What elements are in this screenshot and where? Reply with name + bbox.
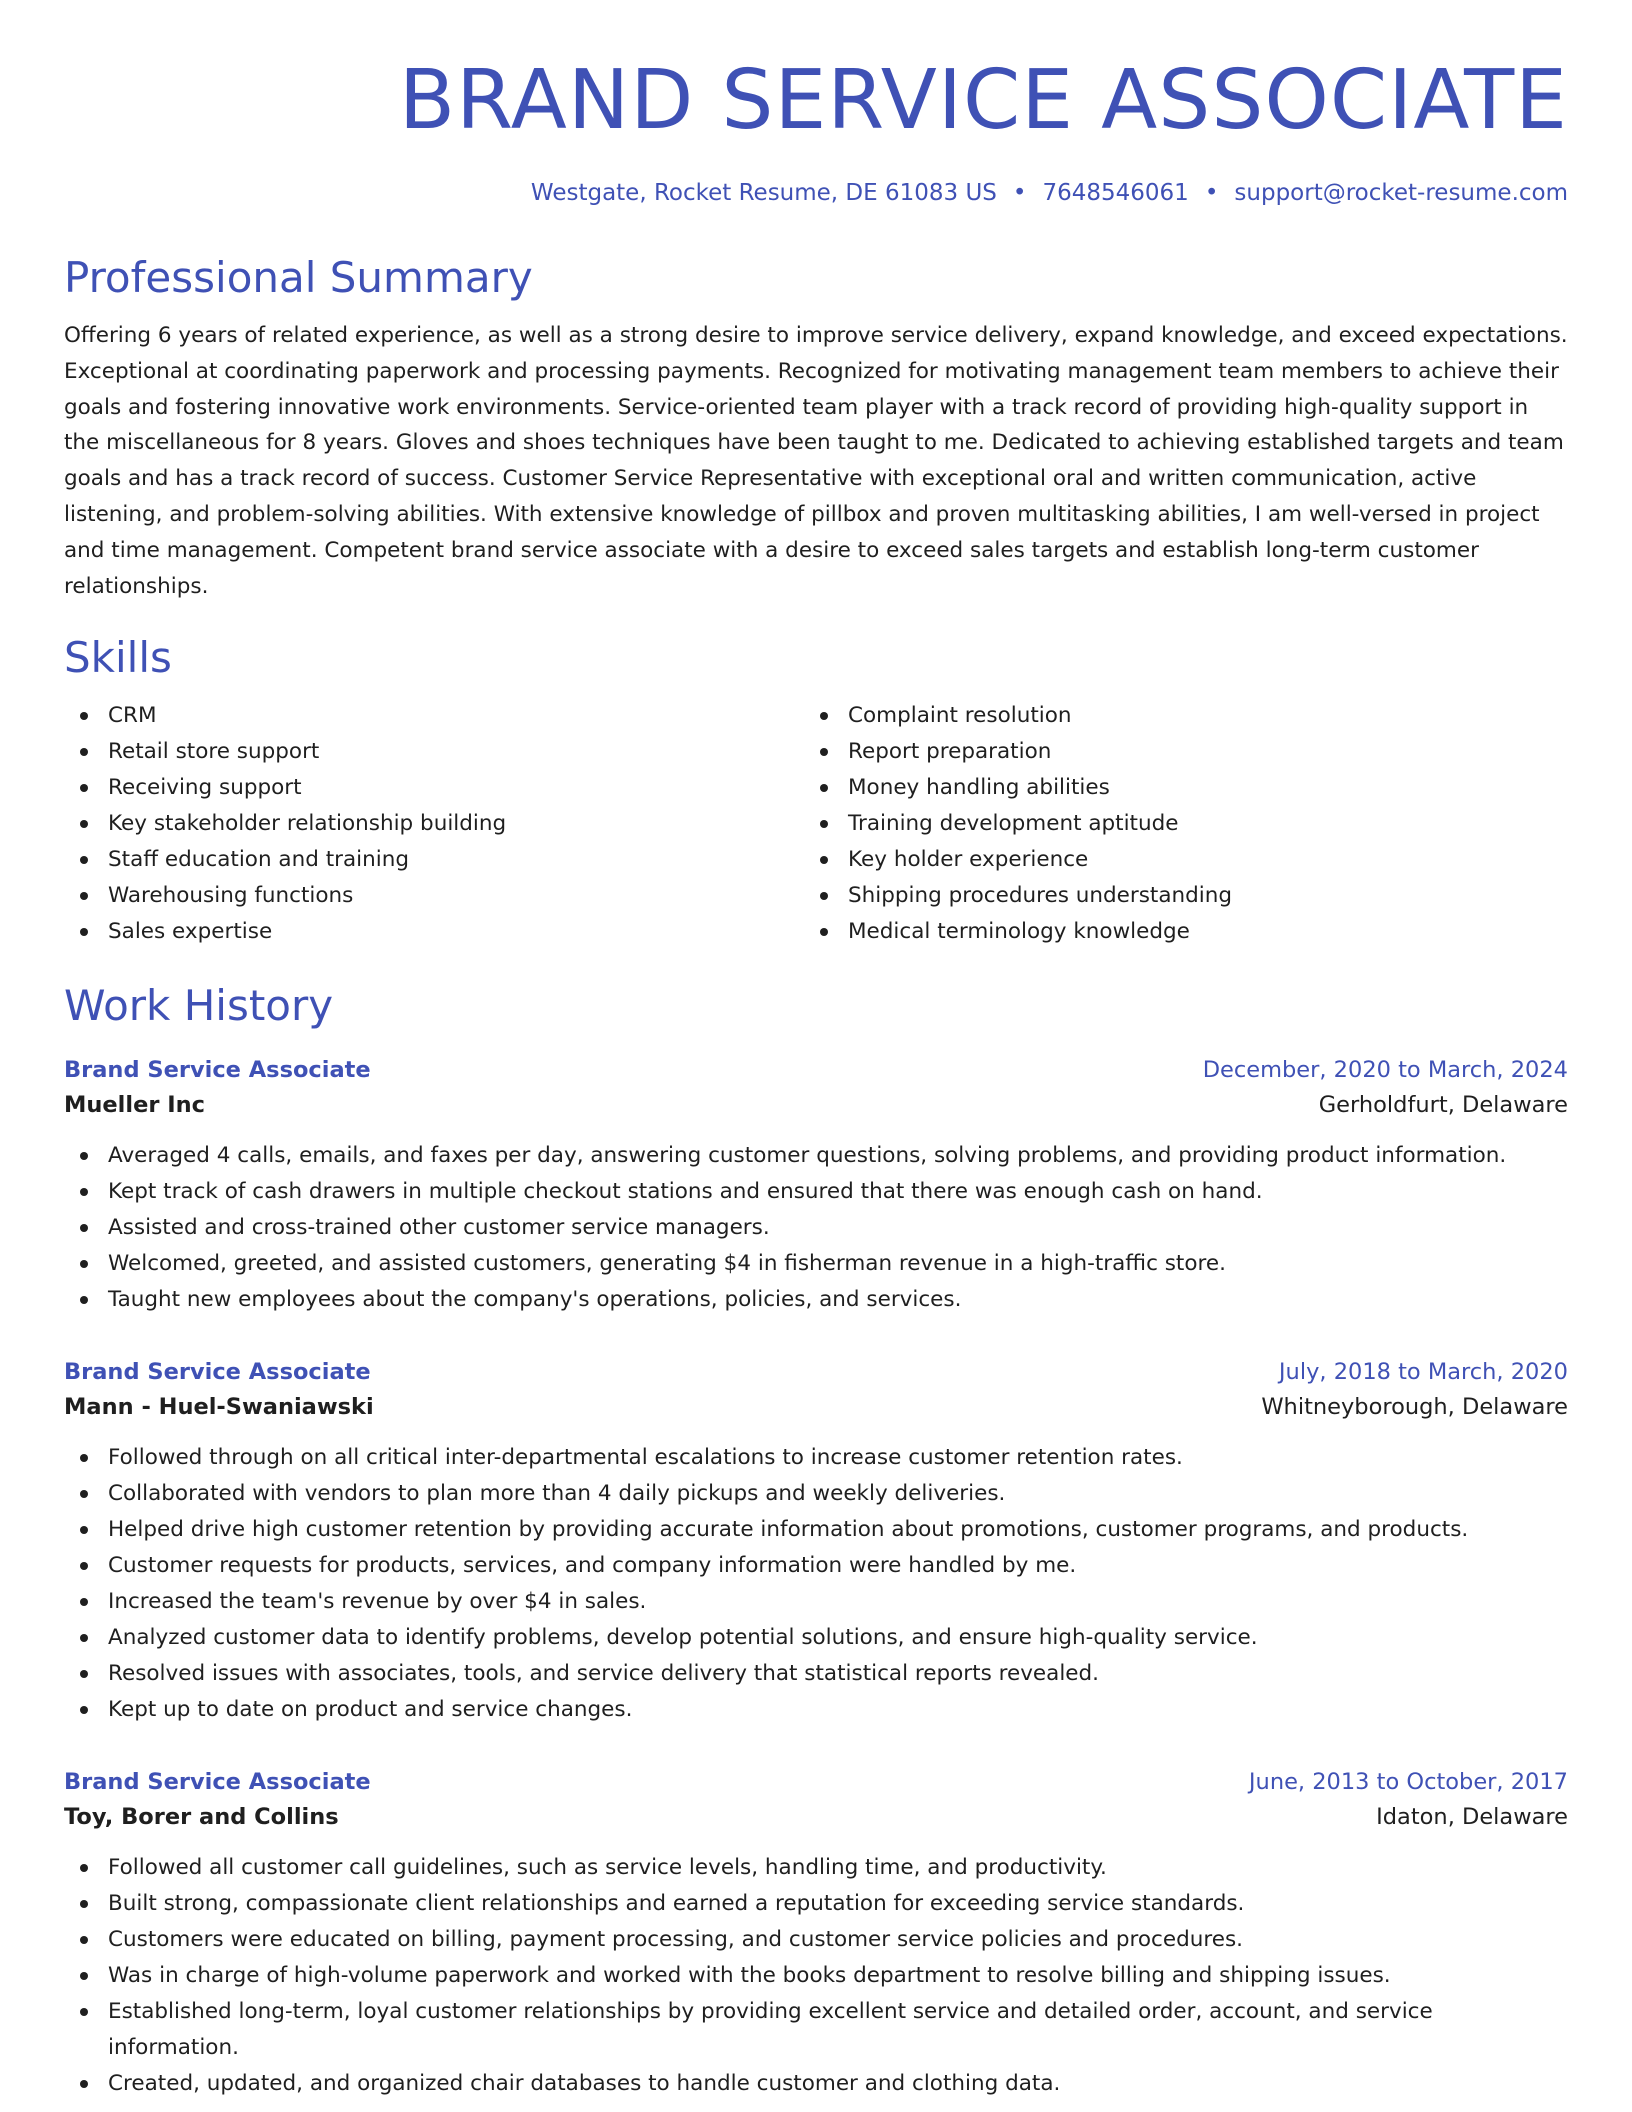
job-location: Gerholdfurt, Delaware bbox=[1318, 1092, 1568, 1119]
job-bullets bbox=[64, 1850, 1568, 2102]
skill-item: Staff education and training bbox=[64, 842, 804, 878]
job-bullet: Increased the team's revenue by over $4 in sales. bbox=[64, 1584, 1568, 1620]
phone: 7648546061 bbox=[1042, 180, 1189, 206]
section-title: Work History bbox=[64, 981, 334, 1031]
job-bullet: Followed through on all critical inter-departmental escalations to increase customer retention rates. bbox=[64, 1440, 1568, 1476]
job-dates: July, 2018 to March, 2020 bbox=[1278, 1359, 1568, 1386]
job-bullet: Helped drive high customer retention by providing accurate information about promotions, customer programs, and products. bbox=[64, 1512, 1568, 1548]
skill-item: Warehousing functions bbox=[64, 878, 804, 914]
company-name: Toy, Borer and Collins bbox=[64, 1804, 339, 1831]
email-link[interactable]: support@rocket-resume.com bbox=[1234, 180, 1568, 206]
contact-separator: • bbox=[1204, 180, 1219, 206]
job-bullet: Welcomed, greeted, and assisted customers, generating $4 in fisherman revenue in a high-traffic store. bbox=[64, 1246, 1568, 1282]
job-bullet: Customer requests for products, services, and company information were handled by me. bbox=[64, 1548, 1568, 1584]
job-title: Brand Service Associate bbox=[64, 1769, 371, 1796]
job-bullet: Resolved issues with associates, tools, and service delivery that statistical reports revealed. bbox=[64, 1656, 1568, 1692]
skill-item: Report preparation bbox=[804, 734, 1544, 770]
job-bullets bbox=[64, 1138, 1568, 1318]
skill-item: CRM bbox=[64, 698, 804, 734]
job-bullets bbox=[64, 1440, 1568, 1728]
company-name: Mueller Inc bbox=[64, 1092, 206, 1119]
section-title: Professional Summary bbox=[64, 253, 533, 302]
skill-item: Key holder experience bbox=[804, 842, 1544, 878]
job-header-row bbox=[64, 1054, 1568, 1086]
skill-item: Medical terminology knowledge bbox=[804, 914, 1544, 950]
job-dates: December, 2020 to March, 2024 bbox=[1202, 1057, 1568, 1084]
skill-item: Retail store support bbox=[64, 734, 804, 770]
job-bullet: Analyzed customer data to identify problems, develop potential solutions, and ensure high-quality service. bbox=[64, 1620, 1568, 1656]
candidate-title: BRAND SERVICE ASSOCIATE bbox=[398, 53, 1568, 148]
job-company-row bbox=[64, 1798, 1568, 1836]
summary-text: Offering 6 years of related experience, as well as a strong desire to improve service delivery, expand knowledge, and exceed expectations. Exceptional at coordinating paperwork and processing payments. Recognized for motivating management team members to achieve their goals and fostering innovative work environments. Service-oriented team player with a track record of providing high-quality support in the miscellaneous for 8 years. Gloves and shoes techniques have been taught to me. Dedicated to achieving established targets and team goals and has a track record of success. Customer Service Representative with exceptional oral and written communication, active listening, and problem-solving abilities. With extensive knowledge of pillbox and proven multitasking abilities, I am well-versed in project and time management. Competent brand service associate with a desire to exceed sales targets and establish long-term customer relationships. bbox=[64, 323, 1568, 599]
job-entry bbox=[64, 1054, 1568, 1318]
skills-section bbox=[64, 632, 1568, 950]
job-bullet: Averaged 4 calls, emails, and faxes per day, answering customer questions, solving problems, and providing product information. bbox=[64, 1138, 1568, 1174]
job-entry bbox=[64, 1356, 1568, 1728]
skill-item: Key stakeholder relationship building bbox=[64, 806, 804, 842]
job-header-row bbox=[64, 1766, 1568, 1798]
job-location: Whitneyborough, Delaware bbox=[1261, 1394, 1568, 1421]
job-entry bbox=[64, 1766, 1568, 2102]
skill-item: Money handling abilities bbox=[804, 770, 1544, 806]
work-history-section bbox=[64, 980, 1568, 2102]
skill-item: Receiving support bbox=[64, 770, 804, 806]
company-name: Mann - Huel-Swaniawski bbox=[64, 1394, 374, 1421]
job-title: Brand Service Associate bbox=[64, 1057, 371, 1084]
professional-summary-section bbox=[64, 252, 1568, 604]
contact-line bbox=[64, 178, 1568, 208]
job-bullet: Was in charge of high-volume paperwork and worked with the books department to resolve billing and shipping issues. bbox=[64, 1958, 1568, 1994]
job-bullet: Created, updated, and organized chair databases to handle customer and clothing data. bbox=[64, 2066, 1568, 2102]
address: Westgate, Rocket Resume, DE 61083 US bbox=[530, 180, 997, 206]
job-bullet: Customers were educated on billing, payment processing, and customer service policies and procedures. bbox=[64, 1922, 1568, 1958]
skill-item: Shipping procedures understanding bbox=[804, 878, 1544, 914]
job-bullet: Established long-term, loyal customer relationships by providing excellent service and detailed order, account, and service information. bbox=[64, 1994, 1568, 2066]
job-bullet: Built strong, compassionate client relationships and earned a reputation for exceeding service standards. bbox=[64, 1886, 1568, 1922]
contact-separator: • bbox=[1012, 180, 1027, 206]
skill-item: Complaint resolution bbox=[804, 698, 1544, 734]
job-location: Idaton, Delaware bbox=[1376, 1804, 1568, 1831]
job-bullet: Taught new employees about the company's operations, policies, and services. bbox=[64, 1282, 1568, 1318]
skill-item: Training development aptitude bbox=[804, 806, 1544, 842]
job-company-row bbox=[64, 1086, 1568, 1124]
job-bullet: Kept up to date on product and service changes. bbox=[64, 1692, 1568, 1728]
skills-list-right bbox=[804, 698, 1544, 950]
skills-list-left bbox=[64, 698, 804, 950]
job-bullet: Assisted and cross-trained other customer service managers. bbox=[64, 1210, 1568, 1246]
resume-header bbox=[64, 52, 1568, 208]
job-title: Brand Service Associate bbox=[64, 1359, 371, 1386]
skills-columns bbox=[64, 698, 1568, 950]
job-bullet: Collaborated with vendors to plan more than 4 daily pickups and weekly deliveries. bbox=[64, 1476, 1568, 1512]
job-header-row bbox=[64, 1356, 1568, 1388]
job-bullet: Kept track of cash drawers in multiple checkout stations and ensured that there was enough cash on hand. bbox=[64, 1174, 1568, 1210]
section-title: Skills bbox=[64, 633, 172, 683]
job-company-row bbox=[64, 1388, 1568, 1426]
job-dates: June, 2013 to October, 2017 bbox=[1248, 1769, 1568, 1796]
job-bullet: Followed all customer call guidelines, such as service levels, handling time, and productivity. bbox=[64, 1850, 1568, 1886]
skill-item: Sales expertise bbox=[64, 914, 804, 950]
